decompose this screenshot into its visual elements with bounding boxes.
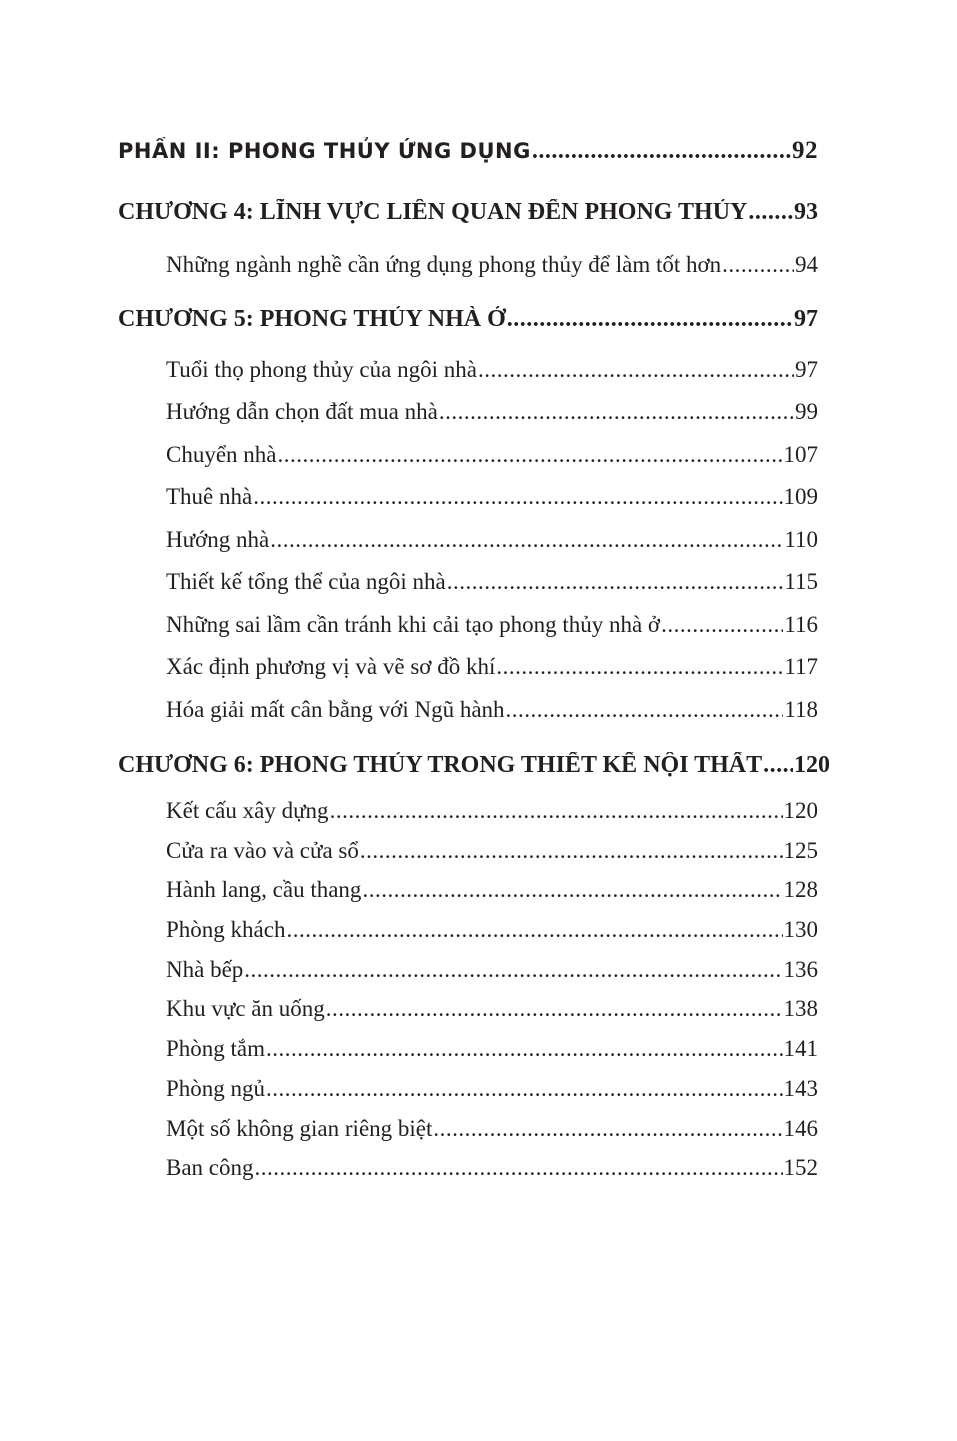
toc-leader-dots: [286, 917, 782, 943]
toc-leader-dots: [478, 357, 794, 383]
toc-entry-title: Hướng nhà: [166, 527, 270, 552]
toc-page-number: 97: [794, 306, 818, 332]
toc-entry-title: Một số không gian riêng biệt: [166, 1116, 433, 1141]
toc-entry[interactable]: [166, 252, 818, 278]
toc-entry-title: Kết cấu xây dựng: [166, 798, 329, 823]
toc-chapter-title: CHƯƠNG 4: LĨNH VỰC LIÊN QUAN ĐẾN PHONG THỦY: [118, 199, 748, 225]
toc-chapter-title: CHƯƠNG 6: PHONG THỦY TRONG THIẾT KẾ NỘI THẤT: [118, 752, 763, 778]
toc-entry[interactable]: [166, 917, 818, 943]
toc-leader-dots: [748, 199, 793, 226]
toc-entry-title: Hành lang, cầu thang: [166, 877, 362, 902]
toc-page-number: 128: [783, 877, 818, 902]
toc-leader-dots: [266, 1076, 782, 1102]
toc-leader-dots: [255, 1155, 783, 1181]
toc-leader-dots: [266, 1036, 782, 1062]
toc-page-number: 97: [795, 357, 818, 382]
toc-entry-title: Hóa giải mất cân bằng với Ngũ hành: [166, 697, 505, 722]
toc-entry-title: Khu vực ăn uống: [166, 996, 325, 1021]
toc-entry-title: Những sai lầm cần tránh khi cải tạo phong thủy nhà ở: [166, 612, 661, 637]
toc-page-number: 130: [783, 917, 818, 942]
toc-page-number: 117: [784, 654, 818, 679]
toc-entry[interactable]: [166, 612, 818, 638]
toc-entry-title: Phòng tắm: [166, 1036, 266, 1061]
toc-page-number: 141: [783, 1036, 818, 1061]
toc-leader-dots: [244, 957, 782, 983]
toc-entry[interactable]: [166, 569, 818, 595]
toc-entry[interactable]: [166, 527, 818, 553]
toc-leader-dots: [439, 399, 794, 425]
toc-entry[interactable]: [166, 996, 818, 1022]
toc-chapter-4[interactable]: [118, 199, 818, 226]
toc-entry[interactable]: [166, 838, 818, 864]
toc-leader-dots: [506, 697, 784, 723]
toc-entry[interactable]: [166, 697, 818, 723]
toc-leader-dots: [330, 798, 783, 824]
toc-entry[interactable]: [166, 357, 818, 383]
toc-entry-title: Nhà bếp: [166, 957, 244, 982]
toc-leader-dots: [362, 877, 782, 903]
toc-page-number: 110: [784, 527, 818, 552]
toc-page-number: 94: [795, 252, 818, 277]
toc-leader-dots: [326, 996, 783, 1022]
toc-entry-title: Thiết kế tổng thể của ngôi nhà: [166, 569, 446, 594]
toc-page-number: 120: [794, 752, 830, 778]
toc-part-heading[interactable]: [118, 137, 818, 165]
toc-entry-title: Những ngành nghề cần ứng dụng phong thủy để làm tốt hơn: [166, 252, 722, 277]
toc-page-number: 99: [795, 399, 818, 424]
toc-leader-dots: [253, 484, 782, 510]
toc-entry-title: Tuổi thọ phong thủy của ngôi nhà: [166, 357, 477, 382]
toc-entry-title: Thuê nhà: [166, 484, 253, 509]
toc-page-number: 92: [792, 137, 818, 164]
toc-page-number: 93: [794, 199, 818, 225]
toc-chapter-5[interactable]: [118, 306, 818, 333]
toc-entry[interactable]: [166, 957, 818, 983]
toc-leader-dots: [661, 612, 783, 638]
toc-leader-dots: [278, 442, 783, 468]
toc-page-number: 120: [783, 798, 818, 823]
toc-entry[interactable]: [166, 1036, 818, 1062]
toc-leader-dots: [360, 838, 783, 864]
toc-entry[interactable]: [166, 442, 818, 468]
toc-leader-dots: [270, 527, 783, 553]
toc-entry-title: Phòng khách: [166, 917, 286, 942]
toc-leader-dots: [763, 752, 793, 779]
toc-leader-dots: [447, 569, 784, 595]
toc-entry[interactable]: [166, 877, 818, 903]
toc-page-number: 138: [783, 996, 818, 1021]
toc-page-number: 107: [783, 442, 818, 467]
toc-entry-title: Chuyển nhà: [166, 442, 277, 467]
toc-page-number: 136: [783, 957, 818, 982]
toc-leader-dots: [496, 654, 783, 680]
toc-page-number: 125: [783, 838, 818, 863]
toc-entry-title: Cửa ra vào và cửa sổ: [166, 838, 359, 863]
toc-leader-dots: [433, 1116, 782, 1142]
toc-page-number: 118: [784, 697, 818, 722]
toc-leader-dots: [532, 138, 791, 165]
toc-entry[interactable]: [166, 654, 818, 680]
toc-page-number: 109: [783, 484, 818, 509]
toc-entry[interactable]: [166, 484, 818, 510]
toc-chapter-6[interactable]: [118, 752, 830, 779]
toc-page-number: 152: [783, 1155, 818, 1180]
toc-entry-title: Hướng dẫn chọn đất mua nhà: [166, 399, 438, 424]
toc-page-number: 143: [783, 1076, 818, 1101]
toc-leader-dots: [722, 252, 794, 278]
toc-entry[interactable]: [166, 1155, 818, 1181]
toc-page-number: 115: [784, 569, 818, 594]
toc-page-number: 146: [783, 1116, 818, 1141]
toc-entry[interactable]: [166, 798, 818, 824]
toc-part-title: PHẦN II: PHONG THỦY ỨNG DỤNG: [118, 139, 531, 163]
toc-chapter-title: CHƯƠNG 5: PHONG THỦY NHÀ Ở: [118, 306, 506, 332]
toc-entry-title: Ban công: [166, 1155, 254, 1180]
toc-entry[interactable]: [166, 1116, 818, 1142]
toc-entry-title: Phòng ngủ: [166, 1076, 266, 1101]
toc-entry-title: Xác định phương vị và vẽ sơ đồ khí: [166, 654, 496, 679]
toc-entry[interactable]: [166, 399, 818, 425]
toc-entry[interactable]: [166, 1076, 818, 1102]
toc-leader-dots: [507, 306, 793, 333]
toc-page-number: 116: [784, 612, 818, 637]
